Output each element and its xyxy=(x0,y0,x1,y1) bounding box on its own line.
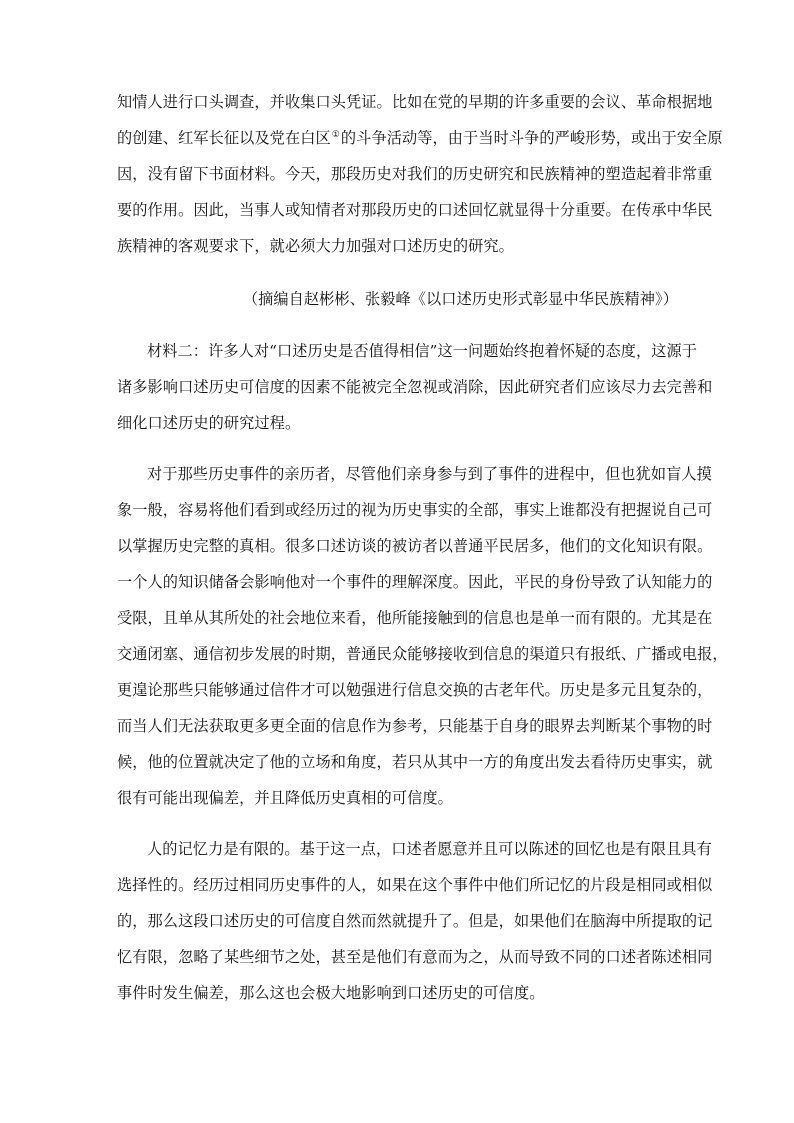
para3-line-1: 对于那些历史事件的亲历者，尽管他们亲身参与到了事件的进程中，但也犹如盲人摸 xyxy=(147,465,712,483)
para1-line-2-text-a: 的创建、红军长征以及党在白区 xyxy=(117,129,331,147)
para1-line-3: 因，没有留下书面材料。今天，那段历史对我们的历史研究和民族精神的塑造起着非常重 xyxy=(117,165,713,183)
material2-line-2: 诸多影响口述历史可信度的因素不能被完全忽视或消除，因此研究者们应该尽力去完善和 xyxy=(117,378,713,396)
footnote-marker: ① xyxy=(331,130,340,140)
para4-line-2: 选择性的。经历过相同历史事件的人，如果在这个事件中他们所记忆的片段是相同或相似 xyxy=(117,876,713,894)
para4-line-3: 的，那么这段口述历史的可信度自然而然就提升了。但是，如果他们在脑海中所提取的记 xyxy=(117,912,713,930)
para1-line-2 xyxy=(117,127,723,149)
para3-line-4: 一个人的知识储备会影响他对一个事件的理解深度。因此，平民的身份导致了认知能力的 xyxy=(117,573,713,591)
para3-line-6: 交通闭塞、通信初步发展的时期，普通民众能够接收到信息的渠道只有报纸、广播或电报， xyxy=(117,645,728,663)
para3-line-3: 以掌握历史完整的真相。很多口述访谈的被访者以普通平民居多，他们的文化知识有限。 xyxy=(117,537,713,555)
para3-line-5: 受限，且单从其所处的社会地位来看，他所能接触到的信息也是单一而有限的。尤其是在 xyxy=(117,609,713,627)
material2-line-1: 材料二：许多人对“口述历史是否值得相信”这一问题始终抱着怀疑的态度，这源于 xyxy=(147,342,698,360)
para1-line-2-text-b: 的斗争活动等，由于当时斗争的严峻形势，或出于安全原 xyxy=(340,129,723,147)
para3-line-10: 很有可能出现偏差，并且降低历史真相的可信度。 xyxy=(117,789,453,807)
para3-line-7: 更遑论那些只能够通过信件才可以勉强进行信息交换的古老年代。历史是多元且复杂的， xyxy=(117,681,713,699)
para3-line-2: 象一般，容易将他们看到或经历过的视为历史事实的全部，事实上谁都没有把握说自己可 xyxy=(117,501,713,519)
source-citation: （摘编自赵彬彬、张毅峰《以口述历史形式彰显中华民族精神》） xyxy=(242,290,678,308)
para3-line-9: 候，他的位置就决定了他的立场和角度，若只从其中一方的角度出发去看待历史事实，就 xyxy=(117,753,713,771)
material2-line-3: 细化口述历史的研究过程。 xyxy=(117,414,301,432)
para4-line-5: 事件时发生偏差，那么这也会极大地影响到口述历史的可信度。 xyxy=(117,984,545,1002)
para1-line-4: 要的作用。因此，当事人或知情者对那段历史的口述回忆就显得十分重要。在传承中华民 xyxy=(117,201,713,219)
para1-line-1: 知情人进行口头调查，并收集口头凭证。比如在党的早期的许多重要的会议、革命根据地 xyxy=(117,93,713,111)
para3-line-8: 而当人们无法获取更多更全面的信息作为参考，只能基于自身的眼界去判断某个事物的时 xyxy=(117,717,713,735)
para4-line-1: 人的记忆力是有限的。基于这一点，口述者愿意并且可以陈述的回忆也是有限且具有 xyxy=(147,840,712,858)
para4-line-4: 忆有限，忽略了某些细节之处，甚至是他们有意而为之，从而导致不同的口述者陈述相同 xyxy=(117,948,713,966)
para1-line-5: 族精神的客观要求下，就必须大力加强对口述历史的研究。 xyxy=(117,237,514,255)
